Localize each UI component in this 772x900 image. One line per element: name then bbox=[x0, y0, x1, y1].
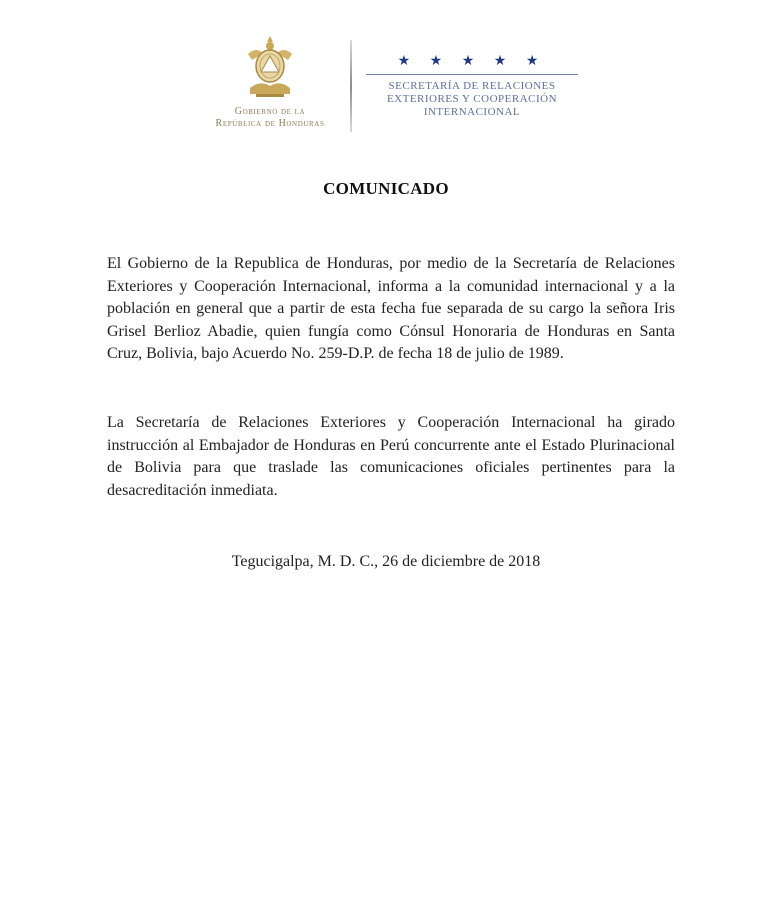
government-logo-block bbox=[190, 30, 350, 140]
document-title: COMUNICADO bbox=[323, 179, 449, 198]
body-paragraph-2: La Secretaría de Relaciones Exteriores y Cooperación Internacional ha girado instrucción al Embajador de Honduras en Perú concurrente ante el Estado Plurinacional de Bolivia para que traslade las comunicaciones oficiales pertinentes para la desacreditación inmediata. bbox=[107, 414, 675, 499]
government-name-line-1: Gobierno de la bbox=[234, 106, 306, 117]
five-stars-icon: ★ ★ ★ ★ ★ bbox=[397, 54, 547, 69]
body-paragraph-1: El Gobierno de la Republica de Honduras, por medio de la Secretaría de Relaciones Exteriores y Cooperación Internacional, informa a la comunidad internacional y a la población en general que a partir de esta fecha fue separada de su cargo la señora Iris Grisel Berlioz Abadie, quien fungía como Cónsul Honoraria de Honduras en Santa Cruz, Bolivia, bajo Acuerdo No. 259-D.P. de fecha 18 de julio de 1989. bbox=[107, 255, 675, 362]
place-and-date: Tegucigalpa, M. D. C., 26 de diciembre de 2018 bbox=[231, 553, 541, 570]
ministry-logo-block bbox=[366, 54, 578, 134]
ministry-name-line-1: SECRETARÍA DE RELACIONES bbox=[388, 80, 556, 92]
letterhead bbox=[190, 30, 590, 140]
government-name-line-2: República de Honduras bbox=[215, 118, 325, 129]
honduras-coat-of-arms-icon bbox=[242, 32, 298, 102]
letterhead-divider bbox=[350, 40, 352, 132]
ministry-name-line-2: EXTERIORES Y COOPERACIÓN bbox=[386, 93, 558, 105]
ministry-rule bbox=[366, 74, 578, 75]
ministry-name-line-3: INTERNACIONAL bbox=[423, 106, 521, 118]
